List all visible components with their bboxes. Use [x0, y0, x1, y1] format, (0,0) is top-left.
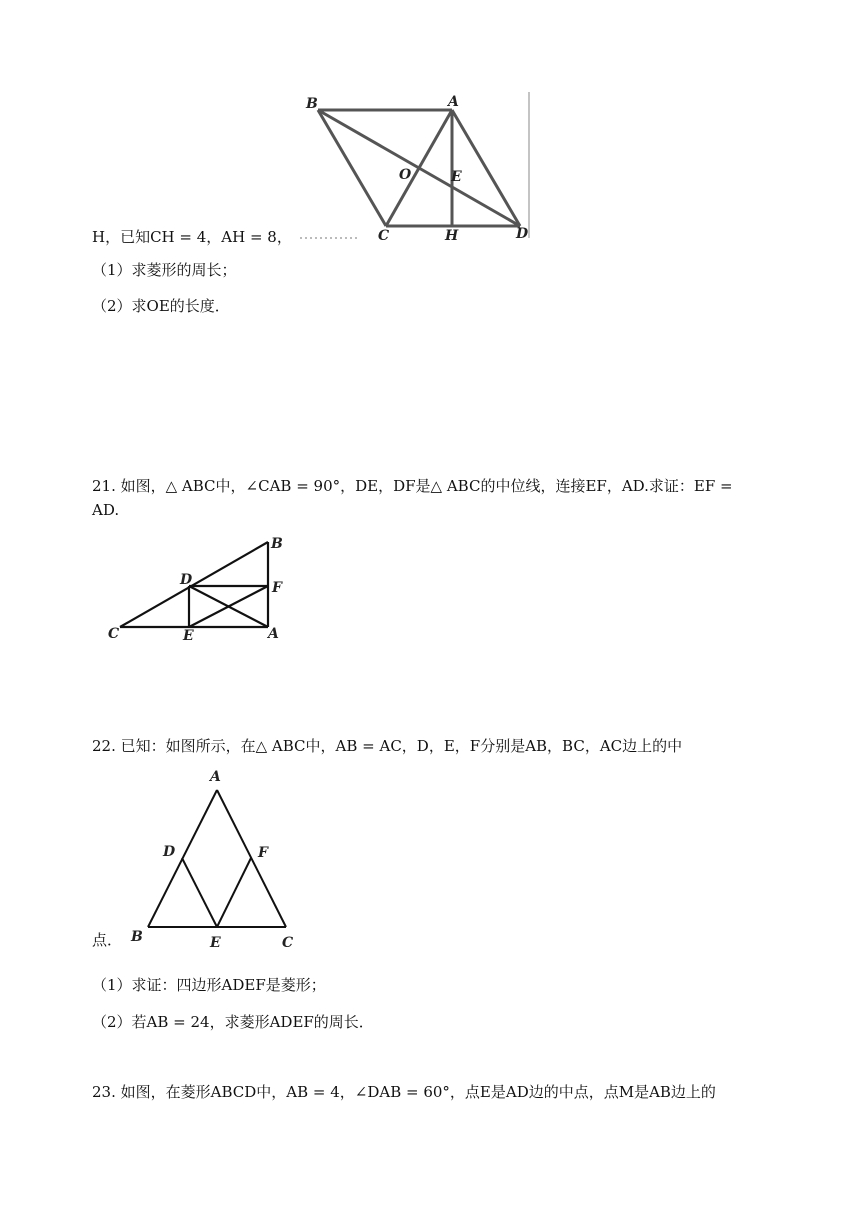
- label-e: E: [183, 628, 194, 644]
- label-d: D: [163, 844, 176, 860]
- label-e: E: [210, 935, 221, 951]
- label-b: B: [306, 96, 318, 112]
- label-d: D: [180, 572, 193, 588]
- q22-part1: （1）求证：四边形ADEF是菱形；: [92, 976, 326, 994]
- q23-line1: 23. 如图，在菱形ABCD中，AB = 4，∠DAB = 60°，点E是AD边的中点，点M是AB边上的: [92, 1083, 716, 1101]
- rhombus-diagram: [300, 88, 540, 248]
- label-c: C: [378, 228, 390, 244]
- q21-line2: AD.: [92, 501, 120, 519]
- label-c: C: [108, 626, 120, 642]
- q20-part1: （1）求菱形的周长；: [92, 261, 237, 279]
- label-h: H: [445, 228, 459, 244]
- label-b: B: [271, 536, 283, 552]
- label-f: F: [272, 580, 282, 596]
- q22-line1: 22. 已知：如图所示，在△ ABC中，AB = AC，D，E，F分别是AB，BC，AC边上的中: [92, 737, 683, 755]
- q21-figure: [100, 530, 310, 645]
- q20-part2: （2）求OE的长度．: [92, 297, 230, 315]
- q20-figure: [300, 88, 540, 248]
- edge-ad: [452, 110, 520, 226]
- q22-figure: [125, 765, 305, 955]
- label-f: F: [258, 845, 268, 861]
- q21-line1: 21. 如图，△ ABC中，∠CAB = 90°，DE，DF是△ ABC的中位线，连接EF，AD.求证：EF =: [92, 477, 733, 495]
- q20-intro-tail: H，已知CH = 4，AH = 8，: [92, 228, 292, 246]
- label-a: A: [448, 94, 459, 110]
- segment-fe: [217, 858, 251, 927]
- diagonal-ac: [386, 110, 452, 226]
- q22-part2: （2）若AB = 24，求菱形ADEF的周长．: [92, 1013, 374, 1031]
- label-c: C: [282, 935, 294, 951]
- segment-de: [182, 858, 217, 927]
- label-b: B: [131, 929, 143, 945]
- label-o: O: [399, 167, 412, 183]
- label-a: A: [210, 769, 221, 785]
- isosceles-triangle-diagram: [125, 765, 305, 955]
- q22-line2-tail: 点．: [92, 931, 123, 949]
- edge-cb: [318, 110, 386, 226]
- label-a: A: [268, 626, 279, 642]
- label-e: E: [451, 169, 462, 185]
- right-triangle-diagram: [100, 530, 310, 645]
- label-d: D: [516, 226, 529, 242]
